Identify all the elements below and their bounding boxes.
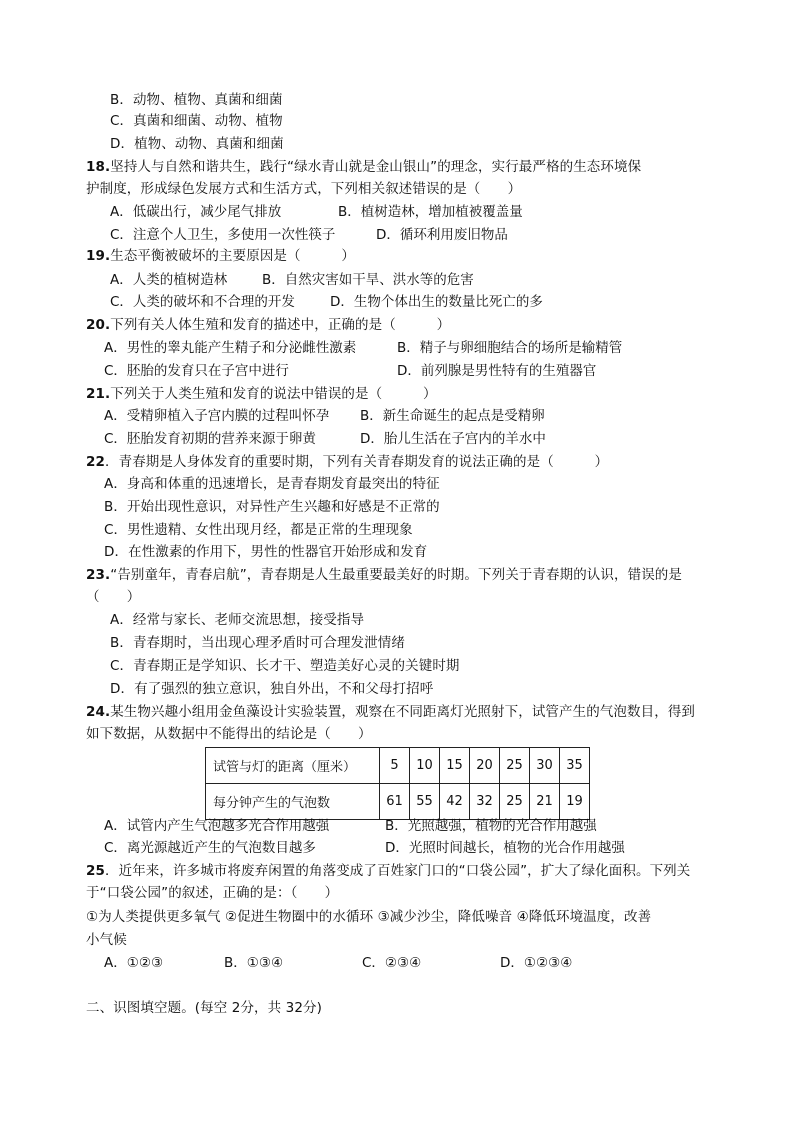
q18-option-b: B．植树造林，增加植被覆盖量	[338, 204, 523, 220]
q19-option-d: D．生物个体出生的数量比死亡的多	[330, 294, 543, 310]
q25-options	[0, 953, 793, 973]
table-cell: 19	[560, 784, 590, 820]
table-cell: 10	[410, 748, 440, 784]
q23-number: 23.	[86, 567, 111, 583]
q18-option-d: D．循环利用废旧物品	[376, 227, 508, 243]
table-cell: 15	[440, 748, 470, 784]
q25-option-d: D．①②③④	[500, 955, 573, 971]
table-header-bubbles: 每分钟产生的气泡数	[206, 784, 380, 820]
table-cell: 55	[410, 784, 440, 820]
q20-option-d: D．前列腺是男性特有的生殖器官	[397, 363, 597, 379]
q20-stem-text: 下列有关人体生殖和发育的描述中，正确的是（ ）	[110, 317, 451, 333]
q25-option-a: A．①②③	[104, 955, 164, 971]
q18-option-a: A．低碳出行，减少尾气排放	[110, 204, 282, 220]
q21-stem-text: 下列关于人类生殖和发育的说法中错误的是（ ）	[110, 386, 437, 402]
q25-stem-line1	[86, 861, 690, 881]
q19-number: 19.	[86, 248, 111, 264]
table-cell: 32	[470, 784, 500, 820]
q25-option-c: C．②③④	[362, 955, 422, 971]
table-cell: 61	[380, 784, 410, 820]
q18-stem-line1	[86, 157, 641, 177]
q20-number: 20.	[86, 317, 111, 333]
q24-stem-line2: 如下数据，从数据中不能得出的结论是（ ）	[86, 726, 372, 742]
q20-options-ab	[0, 338, 793, 358]
table-row-bubbles	[206, 784, 590, 820]
q25-stem-line2: 于“口袋公园”的叙述，正确的是：（ ）	[86, 885, 339, 901]
q24-options-cd	[0, 838, 793, 858]
q25-option-b: B．①③④	[224, 955, 284, 971]
table-cell: 30	[530, 748, 560, 784]
q21-option-a: A．受精卵植入子宫内膜的过程叫怀孕	[104, 408, 330, 424]
table-cell: 35	[560, 748, 590, 784]
q18-stem-line2: 护制度，形成绿色发展方式和生活方式，下列相关叙述错误的是（ ）	[86, 181, 522, 197]
q24-data-table	[205, 747, 590, 820]
q22-number: 22	[86, 454, 105, 470]
q20-option-b: B．精子与卵细胞结合的场所是输精管	[397, 340, 623, 356]
q23-stem-line1	[86, 565, 682, 585]
q18-options-ab	[0, 202, 793, 222]
q19-options-ab	[0, 270, 793, 290]
q18-options-cd	[0, 225, 793, 245]
q18-number: 18.	[86, 159, 111, 175]
q19-stem-text: 生态平衡被破坏的主要原因是（ ）	[110, 248, 356, 264]
q24-stem-line1	[86, 702, 695, 722]
q17-option-d: D．植物、动物、真菌和细菌	[110, 136, 284, 152]
q22-stem-text: ．青春期是人身体发育的重要时期，下列有关青春期发育的说法正确的是（ ）	[105, 454, 609, 470]
q20-stem	[86, 315, 450, 335]
q24-option-a: A．试管内产生气泡越多光合作用越强	[104, 818, 330, 834]
q25-stem-text: ．近年来，许多城市将废弃闲置的角落变成了百姓家门口的“口袋公园”，扩大了绿化面积。下列关	[105, 863, 691, 879]
q20-option-c: C．胚胎的发育只在子宫中进行	[104, 363, 289, 379]
table-cell: 25	[500, 784, 530, 820]
q17-option-c: C．真菌和细菌、动物、植物	[110, 113, 283, 129]
q24-options-ab	[0, 816, 793, 836]
table-cell: 42	[440, 784, 470, 820]
q21-options-ab	[0, 406, 793, 426]
q22-stem	[86, 452, 608, 472]
q20-option-a: A．男性的睾丸能产生精子和分泌雌性激素	[104, 340, 357, 356]
q23-option-c: C．青春期正是学知识、长才干、塑造美好心灵的关键时期	[110, 658, 460, 674]
table-row-distance	[206, 748, 590, 784]
q17-option-b: B．动物、植物、真菌和细菌	[110, 92, 283, 108]
q22-option-c: C．男性遗精、女性出现月经，都是正常的生理现象	[104, 522, 413, 538]
q18-stem-text: 坚持人与自然和谐共生，践行“绿水青山就是金山银山”的理念，实行最严格的生态环境保	[110, 159, 642, 175]
table-cell: 25	[500, 748, 530, 784]
q21-stem	[86, 384, 437, 404]
table-header-distance: 试管与灯的距离（厘米）	[206, 748, 380, 784]
q23-option-b: B．青春期时，当出现心理矛盾时可合理发泄情绪	[110, 635, 405, 651]
q21-number: 21.	[86, 386, 111, 402]
q22-option-b: B．开始出现性意识，对异性产生兴趣和好感是不正常的	[104, 499, 440, 515]
q23-stem-line2: （ ）	[86, 589, 141, 605]
q18-option-c: C．注意个人卫生，多使用一次性筷子	[110, 227, 336, 243]
q23-option-a: A．经常与家长、老师交流思想，接受指导	[110, 612, 365, 628]
q24-number: 24.	[86, 704, 111, 720]
q22-option-d: D．在性激素的作用下，男性的性器官开始形成和发育	[104, 544, 428, 560]
q25-number: 25	[86, 863, 105, 879]
q20-options-cd	[0, 361, 793, 381]
q23-option-d: D．有了强烈的独立意识，独自外出，不和父母打招呼	[110, 681, 434, 697]
q25-items-line1: ①为人类提供更多氧气 ②促进生物圈中的水循环 ③减少沙尘，降低噪音 ④降低环境温度，改善	[86, 909, 652, 925]
q22-option-a: A．身高和体重的迅速增长，是青春期发育最突出的特征	[104, 476, 440, 492]
q19-option-a: A．人类的植树造林	[110, 272, 228, 288]
q24-option-c: C．离光源越近产生的气泡数目越多	[104, 840, 316, 856]
q21-option-b: B．新生命诞生的起点是受精卵	[360, 408, 545, 424]
q21-options-cd	[0, 429, 793, 449]
section-2-heading: 二、识图填空题。(每空 2分，共 32分)	[86, 1000, 322, 1016]
table-cell: 20	[470, 748, 500, 784]
q21-option-d: D．胎儿生活在子宫内的羊水中	[360, 431, 546, 447]
q24-option-b: B．光照越强，植物的光合作用越强	[385, 818, 597, 834]
table-cell: 21	[530, 784, 560, 820]
q23-stem-text: “告别童年，青春启航”，青春期是人生最重要最美好的时期。下列关于青春期的认识，错误的是	[110, 567, 683, 583]
q19-stem	[86, 246, 355, 266]
q19-options-cd	[0, 292, 793, 312]
q21-option-c: C．胚胎发育初期的营养来源于卵黄	[104, 431, 316, 447]
q24-stem-text: 某生物兴趣小组用金鱼藻设计实验装置，观察在不同距离灯光照射下，试管产生的气泡数目，得到	[110, 704, 696, 720]
table-cell: 5	[380, 748, 410, 784]
q19-option-b: B．自然灾害如干旱、洪水等的危害	[262, 272, 474, 288]
q24-option-d: D．光照时间越长，植物的光合作用越强	[385, 840, 625, 856]
q19-option-c: C．人类的破坏和不合理的开发	[110, 294, 295, 310]
q25-items-line2: 小气候	[86, 932, 127, 948]
